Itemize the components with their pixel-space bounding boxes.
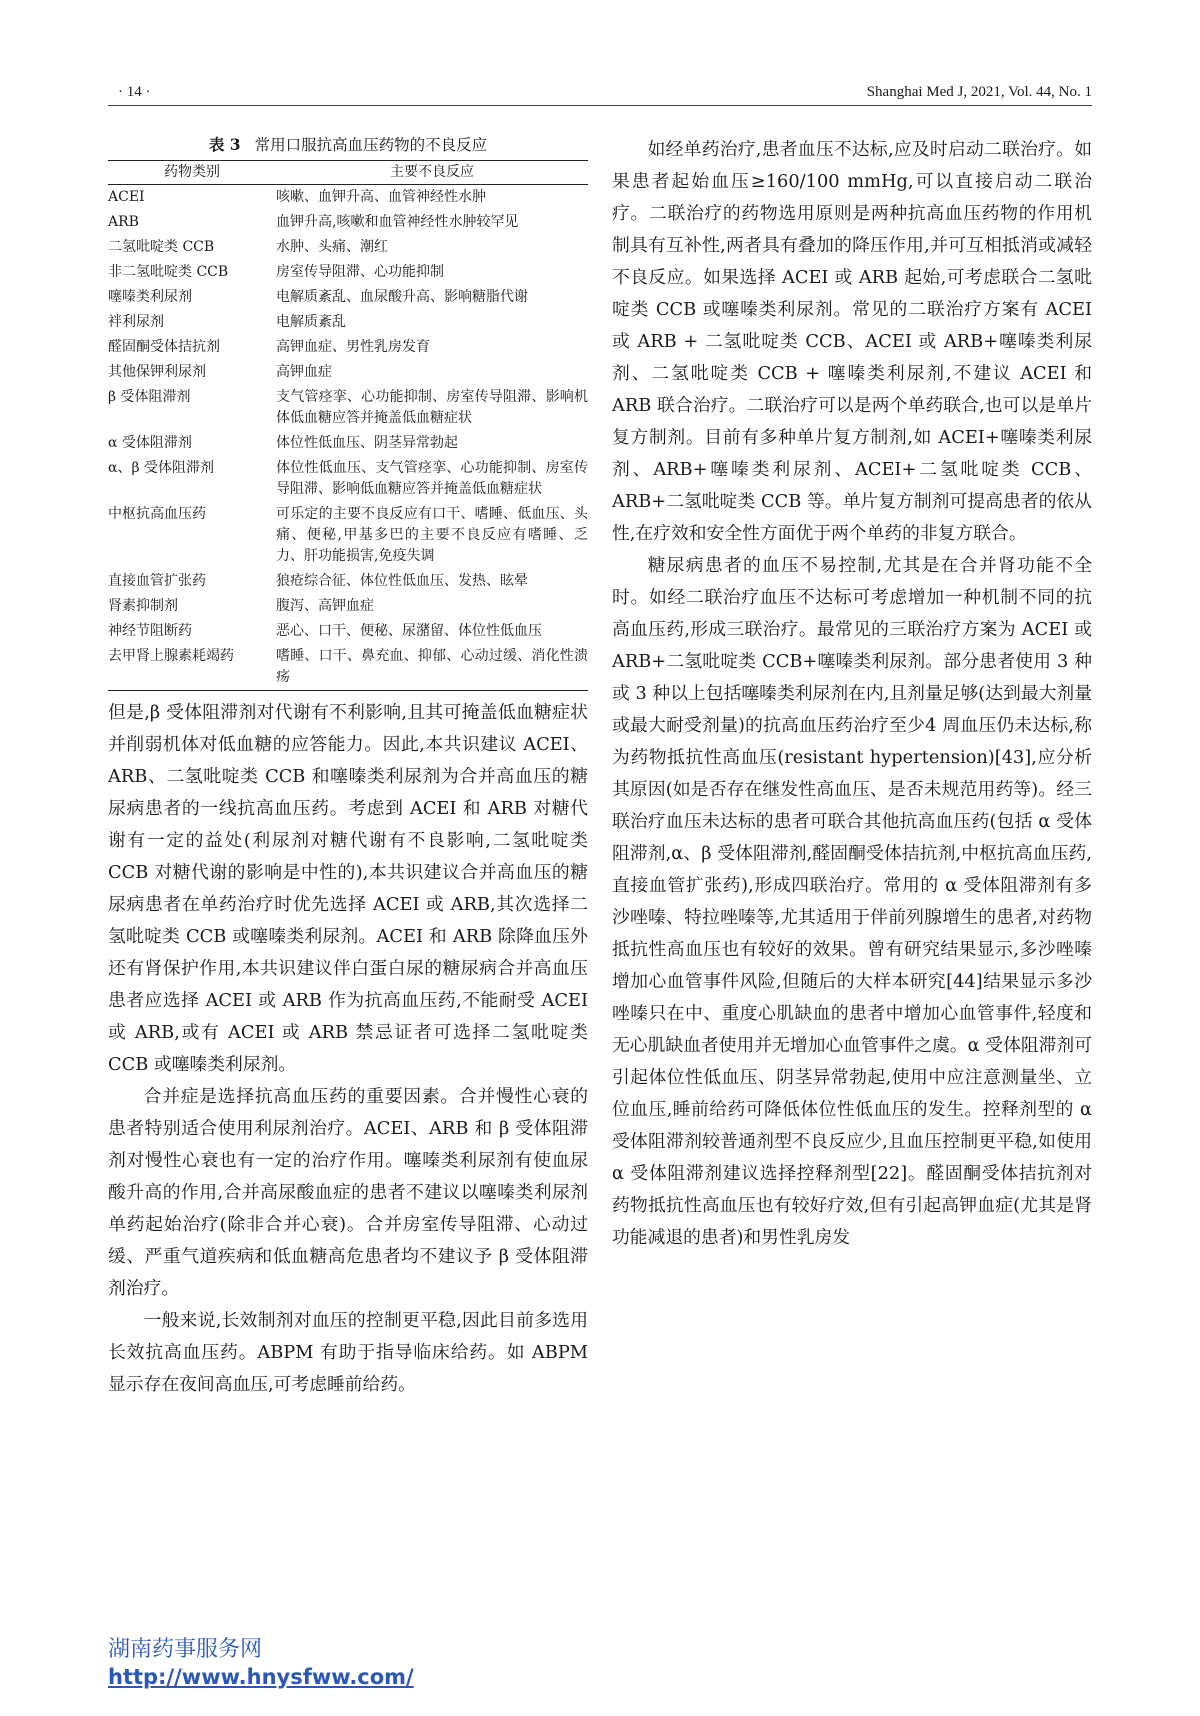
- adverse-reaction-cell: 体位性低血压、阴茎异常勃起: [276, 435, 458, 451]
- left-column: [108, 134, 588, 1401]
- right-column: [612, 134, 1092, 1254]
- table-header-row: [108, 161, 588, 185]
- adverse-reaction-cell: 高钾血症: [276, 364, 332, 380]
- table-row: [108, 310, 588, 335]
- drug-class-cell: 中枢抗高血压药: [108, 506, 206, 522]
- table-title: 常用口服抗高血压药物的不良反应: [254, 136, 488, 154]
- drug-class-cell: 非二氢吡啶类 CCB: [108, 264, 229, 280]
- paragraph: 但是,β 受体阻滞剂对代谢有不利影响,且其可掩盖低血糖症状并削弱机体对低血糖的应答能力。因此,本共识建议 ACEI、ARB、二氢吡啶类 CCB 和噻嗪类利尿剂为合并高血压的糖尿病患者的一线抗高血压药。考虑到 ACEI 和 ARB 对糖代谢有一定的益处(利尿剂对糖代谢有不良影响,二氢吡啶类 CCB 对糖代谢的影响是中性的),本共识建议合并高血压的糖尿病患者在单药治疗时优先选择 ACEI 或 ARB,其次选择二氢吡啶类 CCB 或噻嗪类利尿剂。ACEI 和 ARB 除降血压外还有肾保护作用,本共识建议伴白蛋白尿的糖尿病合并高血压患者应选择 ACEI 或 ARB 作为抗高血压药,不能耐受 ACEI 或 ARB,或有 ACEI 或 ARB 禁忌证者可选择二氢吡啶类 CCB 或噻嗪类利尿剂。: [108, 702, 588, 1075]
- table-row: [108, 335, 588, 360]
- table-row: [108, 260, 588, 285]
- drug-class-cell: α、β 受体阻滞剂: [108, 460, 214, 476]
- adverse-reaction-cell: 支气管痉挛、心功能抑制、房室传导阻滞、影响机体低血糖应答并掩盖低血糖症状: [276, 389, 588, 426]
- adverse-reaction-cell: 狼疮综合征、体位性低血压、发热、眩晕: [276, 573, 528, 589]
- paragraph: 如经单药治疗,患者血压不达标,应及时启动二联治疗。如果患者起始血压≥160/100 mmHg,可以直接启动二联治疗。二联治疗的药物选用原则是两种抗高血压药物的作用机制具有互补性,两者具有叠加的降压作用,并可互相抵消或减轻不良反应。如果选择 ACEI 或 ARB 起始,可考虑联合二氢吡啶类 CCB 或噻嗪类利尿剂。常见的二联治疗方案有 ACEI 或 ARB + 二氢吡啶类 CCB、ACEI 或 ARB+噻嗪类利尿剂、二氢吡啶类 CCB + 噻嗪类利尿剂,不建议 ACEI 和 ARB 联合治疗。二联治疗可以是两个单药联合,也可以是单片复方制剂。目前有多种单片复方制剂,如 ACEI+噻嗪类利尿剂、ARB+噻嗪类利尿剂、ACEI+二氢吡啶类 CCB、ARB+二氢吡啶类 CCB 等。单片复方制剂可提高患者的依从性,在疗效和安全性方面优于两个单药的非复方联合。: [612, 139, 1092, 544]
- adverse-reaction-cell: 高钾血症、男性乳房发育: [276, 339, 430, 355]
- table-row: [108, 360, 588, 385]
- drug-class-cell: ARB: [108, 214, 139, 230]
- table-row: [108, 285, 588, 310]
- table-body: [108, 185, 588, 691]
- drug-class-cell: 去甲肾上腺素耗竭药: [108, 644, 276, 691]
- table-row: [108, 644, 588, 691]
- table-row: [108, 185, 588, 211]
- drug-class-cell: 其他保钾利尿剂: [108, 364, 206, 380]
- drug-class-cell: 神经节阻断药: [108, 623, 192, 639]
- drug-class-cell: 直接血管扩张药: [108, 573, 206, 589]
- page-number: · 14 ·: [118, 84, 151, 100]
- table-row: [108, 235, 588, 260]
- drug-class-cell: ACEI: [108, 189, 145, 205]
- adverse-reaction-cell: 可乐定的主要不良反应有口干、嗜睡、低血压、头痛、便秘,甲基多巴的主要不良反应有嗜睡、乏力、肝功能损害,免疫失调: [276, 506, 588, 564]
- table-row: [108, 210, 588, 235]
- adverse-reaction-cell: 咳嗽、血钾升高、血管神经性水肿: [276, 189, 486, 205]
- table-row: [108, 431, 588, 456]
- drug-class-cell: β 受体阻滞剂: [108, 389, 191, 405]
- adverse-reaction-cell: 电解质紊乱、血尿酸升高、影响糖脂代谢: [276, 289, 528, 305]
- left-body-text: [108, 697, 588, 1401]
- table-row: [108, 456, 588, 502]
- drug-class-cell: 肾素抑制剂: [108, 598, 178, 614]
- watermark: [108, 1636, 414, 1690]
- adverse-reaction-cell: 体位性低血压、支气管痉挛、心功能抑制、房室传导阻滞、影响低血糖应答并掩盖低血糖症状: [276, 460, 588, 497]
- drug-class-cell: 二氢吡啶类 CCB: [108, 239, 215, 255]
- adverse-reaction-cell: 腹泻、高钾血症: [276, 598, 374, 614]
- drug-class-cell: 袢利尿剂: [108, 314, 164, 330]
- watermark-url[interactable]: http://www.hnysfww.com/: [108, 1665, 414, 1689]
- journal-citation: Shanghai Med J, 2021, Vol. 44, No. 1: [866, 84, 1092, 100]
- header-rule: [108, 105, 1092, 106]
- adverse-reaction-cell: 水肿、头痛、潮红: [276, 239, 388, 255]
- table-row: [108, 502, 588, 569]
- drug-class-cell: α 受体阻滞剂: [108, 435, 192, 451]
- adverse-reaction-cell: 嗜睡、口干、鼻充血、抑郁、心动过缓、消化性溃疡: [276, 644, 588, 691]
- drug-class-cell: 噻嗪类利尿剂: [108, 289, 192, 305]
- paragraph: 一般来说,长效制剂对血压的控制更平稳,因此目前多选用长效抗高血压药。ABPM 有助于指导临床给药。如 ABPM 显示存在夜间高血压,可考虑睡前给药。: [108, 1310, 588, 1395]
- adverse-reaction-cell: 房室传导阻滞、心功能抑制: [276, 264, 444, 280]
- table-row: [108, 569, 588, 594]
- column-header-drug-class: 药物类别: [108, 161, 276, 185]
- table-row: [108, 619, 588, 644]
- column-header-adverse-reactions: 主要不良反应: [276, 161, 588, 185]
- adverse-reaction-cell: 血钾升高,咳嗽和血管神经性水肿较罕见: [276, 214, 519, 230]
- table-caption: [108, 134, 588, 156]
- table-row: [108, 385, 588, 431]
- paragraph: 合并症是选择抗高血压药的重要因素。合并慢性心衰的患者特别适合使用利尿剂治疗。ACEI、ARB 和 β 受体阻滞剂对慢性心衰也有一定的治疗作用。噻嗪类利尿剂有使血尿酸升高的作用,合并高尿酸血症的患者不建议以噻嗪类利尿剂单药起始治疗(除非合并心衰)。合并房室传导阻滞、心动过缓、严重气道疾病和低血糖高危患者均不建议予 β 受体阻滞剂治疗。: [108, 1086, 588, 1299]
- drug-class-cell: 醛固酮受体拮抗剂: [108, 339, 220, 355]
- adverse-reaction-cell: 恶心、口干、便秘、尿潴留、体位性低血压: [276, 623, 542, 639]
- watermark-site-name: 湖南药事服务网: [108, 1637, 263, 1662]
- adverse-reaction-cell: 电解质紊乱: [276, 314, 346, 330]
- paragraph: 糖尿病患者的血压不易控制,尤其是在合并肾功能不全时。如经二联治疗血压不达标可考虑增加一种机制不同的抗高血压药,形成三联治疗。最常见的三联治疗方案为 ACEI 或 ARB+二氢吡啶类 CCB+噻嗪类利尿剂。部分患者使用 3 种或 3 种以上包括噻嗪类利尿剂在内,且剂量足够(达到最大剂量或最大耐受剂量)的抗高血压药治疗至少4 周血压仍未达标,称为药物抵抗性高血压(resistant hypertension)[43],应分析其原因(如是否存在继发性高血压、是否未规范用药等)。经三联治疗血压未达标的患者可联合其他抗高血压药(包括 α 受体阻滞剂,α、β 受体阻滞剂,醛固酮受体拮抗剂,中枢抗高血压药,直接血管扩张药),形成四联治疗。常用的 α 受体阻滞剂有多沙唑嗪、特拉唑嗪等,尤其适用于伴前列腺增生的患者,对药物抵抗性高血压也有较好的效果。曾有研究结果显示,多沙唑嗪增加心血管事件风险,但随后的大样本研究[44]结果显示多沙唑嗪只在中、重度心肌缺血的患者中增加心血管事件,轻度和无心肌缺血者使用并无增加心血管事件之虞。α 受体阻滞剂可引起体位性低血压、阴茎异常勃起,使用中应注意测量坐、立位血压,睡前给药可降低体位性低血压的发生。控释剂型的 α 受体阻滞剂较普通剂型不良反应少,且血压控制更平稳,如使用 α 受体阻滞剂建议选择控释剂型[22]。醛固酮受体拮抗剂对药物抵抗性高血压也有较好疗效,但有引起高钾血症(尤其是肾功能减退的患者)和男性乳房发: [612, 555, 1092, 1248]
- adverse-reaction-table: [108, 160, 588, 691]
- table-number: 表 3: [208, 135, 241, 154]
- table-row: [108, 594, 588, 619]
